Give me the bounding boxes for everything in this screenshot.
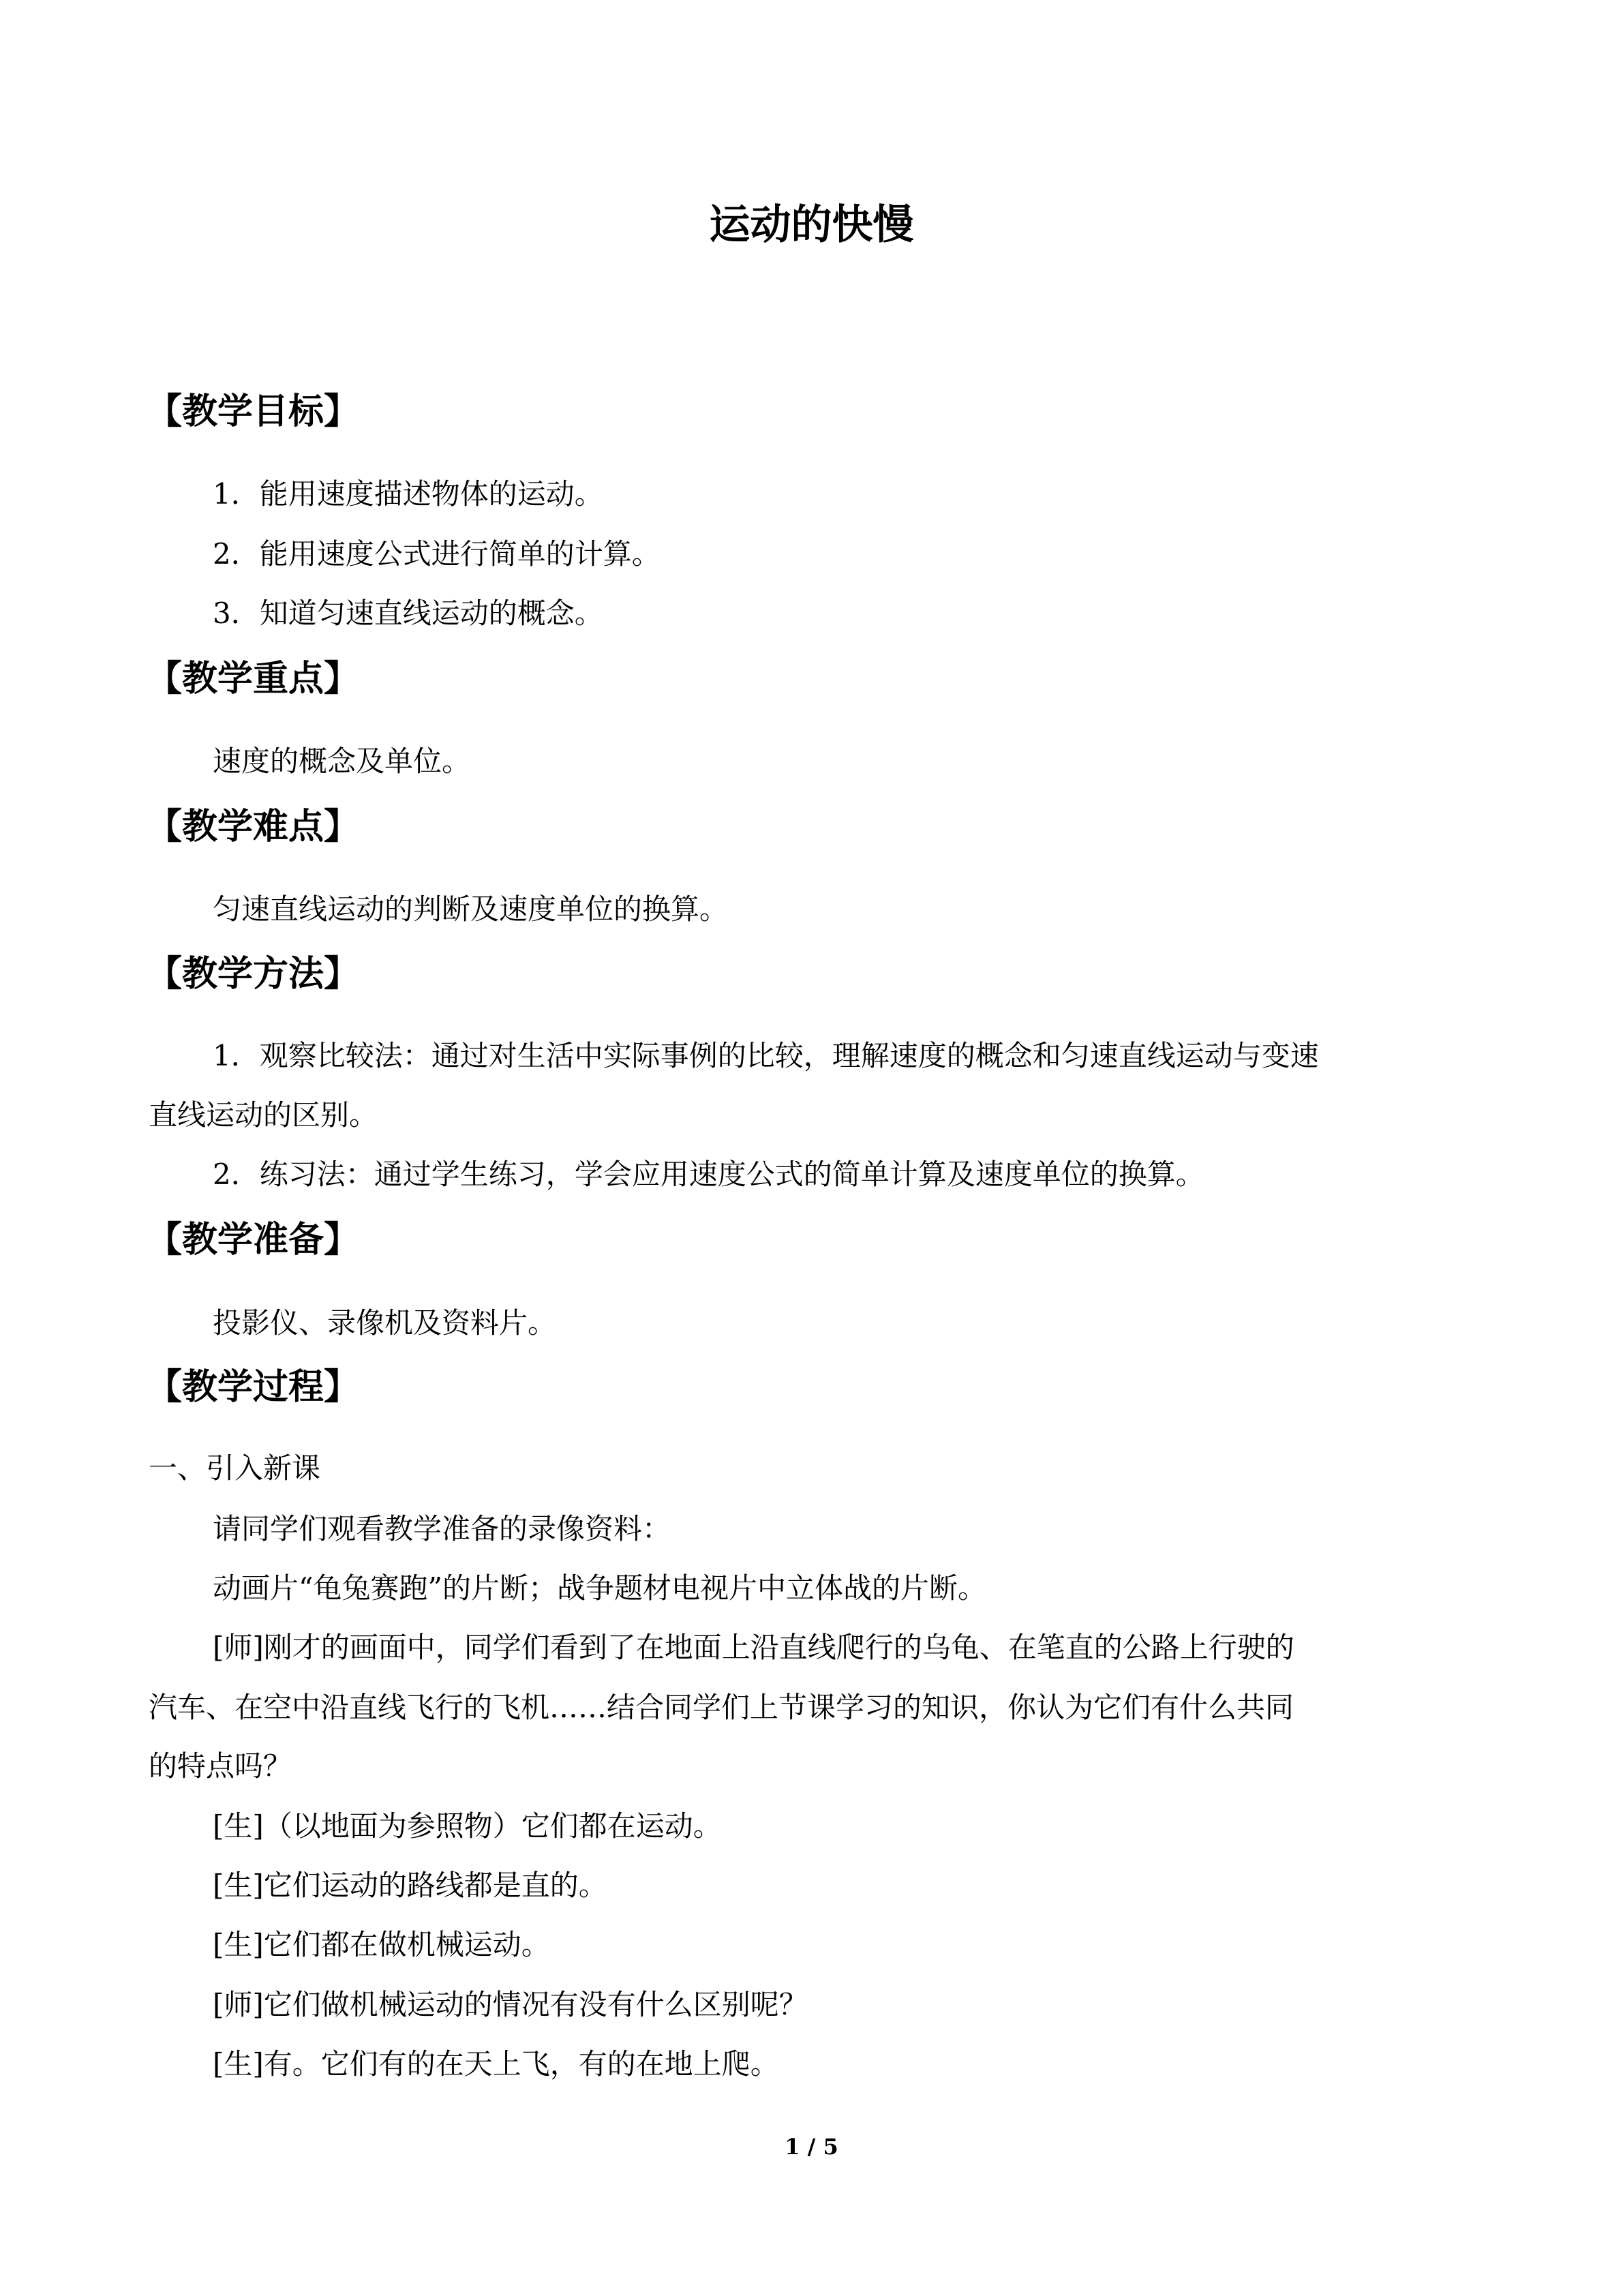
process-line-2: 动画片“龟兔赛跑”的片断；战争题材电视片中立体战的片断。	[213, 1571, 986, 1605]
preparation-text: 投影仪、录像机及资料片。	[213, 1306, 557, 1340]
key-points-text: 速度的概念及单位。	[213, 744, 471, 778]
heading-preparation: 【教学准备】	[147, 1220, 360, 1260]
heading-difficulties: 【教学难点】	[147, 806, 360, 847]
goal-item-3: 3．知道匀速直线运动的概念。	[213, 596, 603, 630]
goal-item-1: 1．能用速度描述物体的运动。	[213, 477, 603, 511]
heading-process: 【教学过程】	[147, 1367, 360, 1408]
process-line-4: 汽车、在空中沿直线飞行的飞机……结合同学们上节课学习的知识，你认为它们有什么共同	[149, 1691, 1294, 1724]
method-item-1-line-1: 1．观察比较法：通过对生活中实际事例的比较，理解速度的概念和匀速直线运动与变速	[213, 1039, 1319, 1072]
heading-goals: 【教学目标】	[147, 391, 360, 432]
process-line-9: [师]它们做机械运动的情况有没有什么区别呢？	[213, 1988, 808, 2021]
process-line-7: [生]它们运动的路线都是直的。	[213, 1869, 607, 1902]
process-line-1: 请同学们观看教学准备的录像资料：	[213, 1512, 671, 1545]
method-item-1-line-2: 直线运动的区别。	[149, 1098, 378, 1132]
process-line-8: [生]它们都在做机械运动。	[213, 1928, 550, 1961]
goal-item-2: 2．能用速度公式进行简单的计算。	[213, 537, 661, 571]
difficulties-text: 匀速直线运动的判断及速度单位的换算。	[213, 892, 729, 926]
heading-methods: 【教学方法】	[147, 954, 360, 995]
process-line-3: [师]刚才的画面中，同学们看到了在地面上沿直线爬行的乌龟、在笔直的公路上行驶的	[213, 1631, 1294, 1664]
heading-key-points: 【教学重点】	[147, 659, 360, 699]
process-line-5: 的特点吗？	[149, 1749, 292, 1783]
process-line-6: [生]（以地面为参照物）它们都在运动。	[213, 1809, 722, 1843]
process-line-10: [生]有。它们有的在天上飞，有的在地上爬。	[213, 2047, 779, 2081]
page-number: 1 / 5	[785, 2134, 838, 2160]
method-item-2: 2．练习法：通过学生练习，学会应用速度公式的简单计算及速度单位的换算。	[213, 1158, 1204, 1191]
document-title: 运动的快慢	[709, 201, 914, 249]
process-subheading: 一、引入新课	[149, 1451, 321, 1485]
